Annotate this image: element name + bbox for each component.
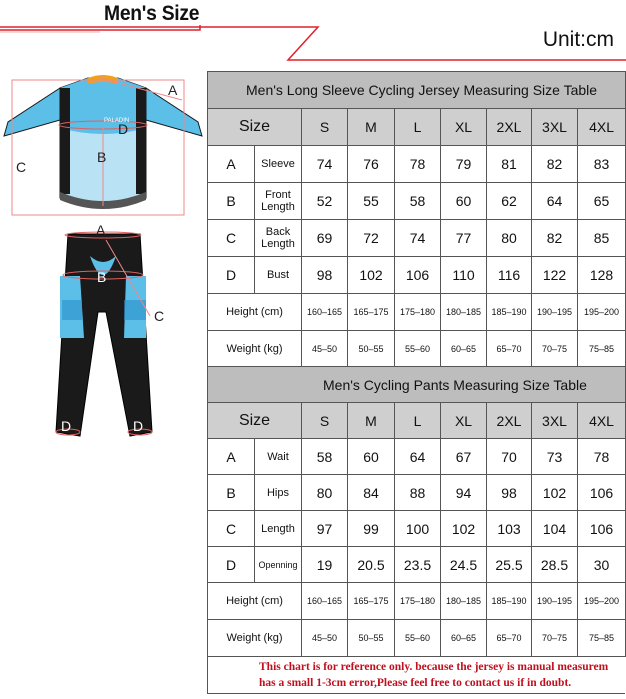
pants-size-table xyxy=(207,366,626,657)
table-cell: 128 xyxy=(578,257,626,294)
table-cell: 82 xyxy=(532,146,578,183)
table-cell: 102 xyxy=(441,511,487,547)
row-name: Openning xyxy=(255,547,302,583)
table-cell: 190–195 xyxy=(532,583,578,620)
header-decoration xyxy=(0,0,626,70)
row-name: Hips xyxy=(255,475,302,511)
jersey-label-b: B xyxy=(97,149,107,165)
table-cell: 175–180 xyxy=(395,583,441,620)
size-2xl: 2XL xyxy=(487,403,532,439)
table-cell: 80 xyxy=(487,220,532,257)
table-cell: 99 xyxy=(348,511,395,547)
row-code: A xyxy=(208,146,255,183)
table-cell: 55–60 xyxy=(395,331,441,368)
weight-label: Weight (kg) xyxy=(208,331,302,368)
table-cell: 175–180 xyxy=(395,294,441,331)
size-2xl: 2XL xyxy=(487,109,532,146)
row-name: Bust xyxy=(255,257,302,294)
pants-table-title: Men's Cycling Pants Measuring Size Table xyxy=(208,367,626,403)
row-name: Wait xyxy=(255,439,302,475)
table-cell: 28.5 xyxy=(532,547,578,583)
table-cell: 74 xyxy=(302,146,348,183)
unit-label: Unit:cm xyxy=(542,28,614,51)
table-cell: 165–175 xyxy=(348,294,395,331)
row-code: C xyxy=(208,220,255,257)
table-cell: 79 xyxy=(441,146,487,183)
table-cell: 116 xyxy=(487,257,532,294)
table-cell: 60–65 xyxy=(441,620,487,657)
row-name: Sleeve xyxy=(255,146,302,183)
table-cell: 83 xyxy=(578,146,626,183)
table-cell: 65 xyxy=(578,183,626,220)
table-cell: 50–55 xyxy=(348,331,395,368)
size-xl: XL xyxy=(441,109,487,146)
table-cell: 74 xyxy=(395,220,441,257)
table-row xyxy=(208,439,626,475)
table-cell: 77 xyxy=(441,220,487,257)
table-cell: 84 xyxy=(348,475,395,511)
table-cell: 64 xyxy=(532,183,578,220)
size-header: Size xyxy=(208,109,302,146)
row-code: B xyxy=(208,475,255,511)
weight-row xyxy=(208,331,626,368)
pants-label-a: A xyxy=(96,222,106,238)
table-cell: 78 xyxy=(395,146,441,183)
table-row xyxy=(208,547,626,583)
table-cell: 70–75 xyxy=(532,331,578,368)
table-cell: 55–60 xyxy=(395,620,441,657)
table-row xyxy=(208,146,626,183)
table-cell: 88 xyxy=(395,475,441,511)
table-cell: 185–190 xyxy=(487,583,532,620)
table-cell: 195–200 xyxy=(578,583,626,620)
table-cell: 106 xyxy=(578,475,626,511)
table-cell: 122 xyxy=(532,257,578,294)
table-cell: 76 xyxy=(348,146,395,183)
table-cell: 98 xyxy=(302,257,348,294)
page-title: Men's Size xyxy=(104,2,200,25)
table-cell: 60–65 xyxy=(441,331,487,368)
table-cell: 60 xyxy=(348,439,395,475)
height-label: Height (cm) xyxy=(208,294,302,331)
table-cell: 102 xyxy=(348,257,395,294)
table-cell: 65–70 xyxy=(487,331,532,368)
weight-row xyxy=(208,620,626,657)
table-cell: 65–70 xyxy=(487,620,532,657)
table-cell: 80 xyxy=(302,475,348,511)
table-cell: 160–165 xyxy=(302,294,348,331)
table-cell: 104 xyxy=(532,511,578,547)
row-name: Front Length xyxy=(255,183,302,220)
table-row xyxy=(208,511,626,547)
row-code: C xyxy=(208,511,255,547)
jersey-size-header-row xyxy=(208,109,626,146)
table-cell: 110 xyxy=(441,257,487,294)
table-cell: 103 xyxy=(487,511,532,547)
table-cell: 106 xyxy=(578,511,626,547)
size-s: S xyxy=(302,403,348,439)
table-cell: 73 xyxy=(532,439,578,475)
jersey-table-title: Men's Long Sleeve Cycling Jersey Measuring Size Table xyxy=(208,72,626,109)
table-cell: 180–185 xyxy=(441,583,487,620)
table-cell: 185–190 xyxy=(487,294,532,331)
size-m: M xyxy=(348,403,395,439)
table-cell: 30 xyxy=(578,547,626,583)
table-cell: 67 xyxy=(441,439,487,475)
table-cell: 98 xyxy=(487,475,532,511)
jersey-label-d: D xyxy=(118,121,129,137)
table-cell: 195–200 xyxy=(578,294,626,331)
table-cell: 70 xyxy=(487,439,532,475)
table-row xyxy=(208,475,626,511)
table-cell: 45–50 xyxy=(302,620,348,657)
disclaimer-note xyxy=(259,659,625,691)
height-label: Height (cm) xyxy=(208,583,302,620)
height-row xyxy=(208,294,626,331)
size-3xl: 3XL xyxy=(532,403,578,439)
pants-label-d-left: D xyxy=(61,418,72,434)
table-cell: 58 xyxy=(395,183,441,220)
table-cell: 70–75 xyxy=(532,620,578,657)
table-row xyxy=(208,183,626,220)
size-header: Size xyxy=(208,403,302,439)
table-cell: 64 xyxy=(395,439,441,475)
size-s: S xyxy=(302,109,348,146)
table-cell: 58 xyxy=(302,439,348,475)
table-cell: 75–85 xyxy=(578,620,626,657)
pants-label-c: C xyxy=(154,308,165,324)
table-cell: 24.5 xyxy=(441,547,487,583)
note-line-2: has a small 1-3cm error,Please feel free to contact us if in doubt. xyxy=(259,677,572,689)
table-cell: 85 xyxy=(578,220,626,257)
table-cell: 165–175 xyxy=(348,583,395,620)
table-cell: 78 xyxy=(578,439,626,475)
table-cell: 55 xyxy=(348,183,395,220)
table-cell: 20.5 xyxy=(348,547,395,583)
size-4xl: 4XL xyxy=(578,109,626,146)
pants-size-header-row xyxy=(208,403,626,439)
size-xl: XL xyxy=(441,403,487,439)
table-cell: 45–50 xyxy=(302,331,348,368)
jersey-size-table xyxy=(207,71,626,368)
table-cell: 102 xyxy=(532,475,578,511)
weight-label: Weight (kg) xyxy=(208,620,302,657)
row-name: Back Length xyxy=(255,220,302,257)
size-4xl: 4XL xyxy=(578,403,626,439)
size-l: L xyxy=(395,403,441,439)
table-cell: 160–165 xyxy=(302,583,348,620)
table-cell: 75–85 xyxy=(578,331,626,368)
table-cell: 97 xyxy=(302,511,348,547)
table-cell: 50–55 xyxy=(348,620,395,657)
table-row xyxy=(208,257,626,294)
pants-label-b: B xyxy=(97,269,107,285)
row-name: Length xyxy=(255,511,302,547)
table-cell: 25.5 xyxy=(487,547,532,583)
table-cell: 19 xyxy=(302,547,348,583)
table-cell: 60 xyxy=(441,183,487,220)
table-cell: 69 xyxy=(302,220,348,257)
size-m: M xyxy=(348,109,395,146)
table-cell: 106 xyxy=(395,257,441,294)
row-code: A xyxy=(208,439,255,475)
pants-illustration xyxy=(0,220,205,450)
table-cell: 94 xyxy=(441,475,487,511)
row-code: D xyxy=(208,257,255,294)
height-row xyxy=(208,583,626,620)
note-line-1: This chart is for reference only. because the jersey is manual measurem xyxy=(259,661,609,673)
table-cell: 81 xyxy=(487,146,532,183)
table-cell: 100 xyxy=(395,511,441,547)
jersey-label-c: C xyxy=(16,159,27,175)
row-code: D xyxy=(208,547,255,583)
table-cell: 82 xyxy=(532,220,578,257)
table-row xyxy=(208,220,626,257)
pants-label-d-right: D xyxy=(133,418,144,434)
table-cell: 23.5 xyxy=(395,547,441,583)
logo-text: PALADIN xyxy=(104,118,130,124)
table-cell: 190–195 xyxy=(532,294,578,331)
table-cell: 62 xyxy=(487,183,532,220)
table-cell: 72 xyxy=(348,220,395,257)
jersey-label-a: A xyxy=(168,82,178,98)
size-l: L xyxy=(395,109,441,146)
table-cell: 52 xyxy=(302,183,348,220)
size-3xl: 3XL xyxy=(532,109,578,146)
table-cell: 180–185 xyxy=(441,294,487,331)
row-code: B xyxy=(208,183,255,220)
